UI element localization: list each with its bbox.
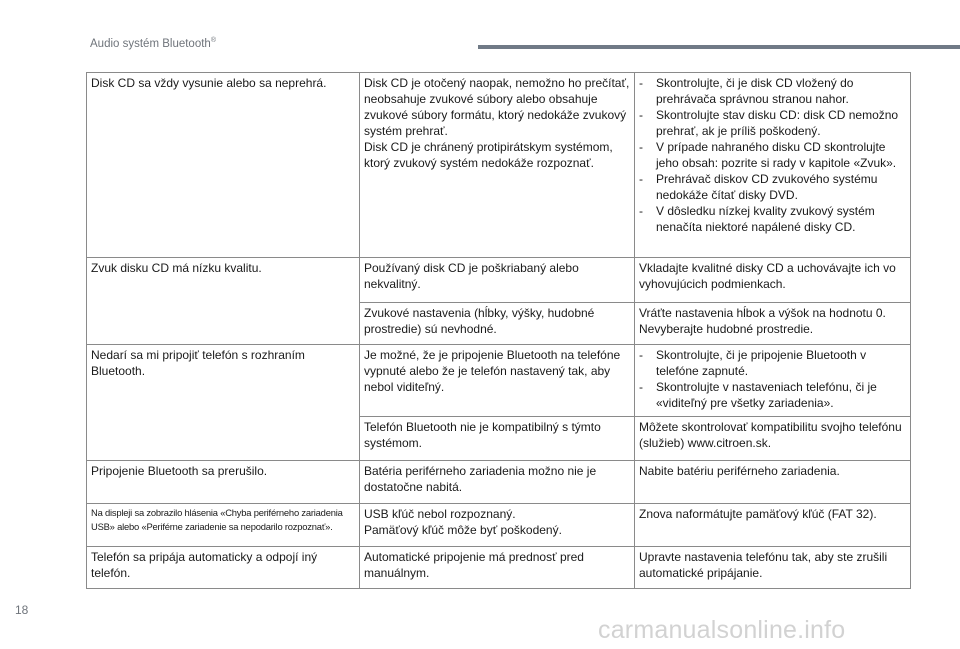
problem-cell bbox=[87, 345, 360, 461]
page-header bbox=[0, 0, 960, 60]
problem-text: Na displeji sa zobrazilo hlásenia «Chyba periférneho zariadenia USB» alebo «Periférne zariadenie sa nepodarilo rozpoznať». bbox=[91, 507, 343, 532]
table-row bbox=[87, 345, 911, 417]
page-number: 18 bbox=[15, 603, 29, 617]
problem-text: Zvuk disku CD má nízku kvalitu. bbox=[91, 261, 262, 275]
cause-text: Pamäťový kľúč môže byť poškodený. bbox=[364, 523, 562, 537]
watermark-text: carmanualsonline.info bbox=[598, 616, 846, 644]
cause-cell bbox=[360, 303, 635, 345]
cause-cell bbox=[360, 504, 635, 547]
solution-text: Nabite batériu periférneho zariadenia. bbox=[639, 464, 840, 478]
solution-list bbox=[639, 75, 906, 235]
problem-text: Telefón sa pripája automaticky a odpojí iný telefón. bbox=[91, 550, 318, 580]
solution-cell bbox=[635, 461, 911, 504]
solution-cell bbox=[635, 504, 911, 547]
table-row bbox=[87, 73, 911, 258]
cause-text: Batéria periférneho zariadenia možno nie je dostatočne nabitá. bbox=[364, 464, 597, 494]
solution-text: Vkladajte kvalitné disky CD a uchovávajte ich vo vyhovujúcich podmienkach. bbox=[639, 261, 896, 291]
solution-text: Znova naformátujte pamäťový kľúč (FAT 32). bbox=[639, 507, 877, 521]
cause-text: Disk CD je otočený naopak, nemožno ho prečítať, neobsahuje zvukové súbory alebo obsahuje zvukové súbory formátu, ktorý nedokáže zvukový systém prehrať. bbox=[364, 76, 630, 138]
solution-cell bbox=[635, 73, 911, 258]
cause-cell bbox=[360, 547, 635, 589]
solution-cell bbox=[635, 303, 911, 345]
header-rule bbox=[478, 45, 960, 49]
problem-cell bbox=[87, 461, 360, 504]
table-row bbox=[87, 461, 911, 504]
cause-text: Zvukové nastavenia (hĺbky, výšky, hudobné prostredie) sú nevhodné. bbox=[364, 306, 595, 336]
cause-text: Disk CD je chránený protipirátskym systémom, ktorý zvukový systém nedokáže rozpoznať. bbox=[364, 140, 613, 170]
cause-text: Je možné, že je pripojenie Bluetooth na telefóne vypnuté alebo že je telefón nastavený tak, aby nebol viditeľný. bbox=[364, 348, 621, 394]
problem-cell bbox=[87, 504, 360, 547]
problem-cell bbox=[87, 73, 360, 258]
list-item: - Skontrolujte, či je pripojenie Bluetooth v telefóne zapnuté. bbox=[639, 347, 906, 379]
section-title bbox=[90, 37, 216, 50]
problem-text: Pripojenie Bluetooth sa prerušilo. bbox=[91, 464, 268, 478]
problem-cell bbox=[87, 258, 360, 345]
list-item: - Skontrolujte, či je disk CD vložený do prehrávača správnou stranou nahor. bbox=[639, 75, 906, 107]
solution-text: Vráťte nastavenia hĺbok a výšok na hodnotu 0. Nevyberajte hudobné prostredie. bbox=[639, 306, 886, 336]
list-item: - Skontrolujte stav disku CD: disk CD nemožno prehrať, ak je príliš poškodený. bbox=[639, 107, 906, 139]
cause-text: Automatické pripojenie má prednosť pred manuálnym. bbox=[364, 550, 584, 580]
registered-mark: ® bbox=[210, 37, 216, 44]
solution-text: Upravte nastavenia telefónu tak, aby ste zrušili automatické pripájanie. bbox=[639, 550, 888, 580]
solution-cell bbox=[635, 547, 911, 589]
list-item: - Prehrávač diskov CD zvukového systému nedokáže čítať disky DVD. bbox=[639, 171, 906, 203]
cause-cell bbox=[360, 73, 635, 258]
solution-list bbox=[639, 347, 906, 411]
problem-text: Nedarí sa mi pripojiť telefón s rozhraním Bluetooth. bbox=[91, 348, 305, 378]
list-item: - V dôsledku nízkej kvality zvukový systém nenačíta niektoré napálené disky CD. bbox=[639, 203, 906, 235]
troubleshooting-table bbox=[86, 72, 911, 589]
list-item: - V prípade nahraného disku CD skontrolujte jeho obsah: pozrite si rady v kapitole «Zvuk». bbox=[639, 139, 906, 171]
cause-cell bbox=[360, 258, 635, 303]
cause-cell bbox=[360, 461, 635, 504]
cause-cell bbox=[360, 345, 635, 417]
list-item: - Skontrolujte v nastaveniach telefónu, či je «viditeľný pre všetky zariadenia». bbox=[639, 379, 906, 411]
solution-text: Môžete skontrolovať kompatibilitu svojho telefónu (služieb) www.citroen.sk. bbox=[639, 420, 902, 450]
cause-text: Telefón Bluetooth nie je kompatibilný s týmto systémom. bbox=[364, 420, 601, 450]
cause-text: Používaný disk CD je poškriabaný alebo nekvalitný. bbox=[364, 261, 579, 291]
cause-cell bbox=[360, 417, 635, 461]
table-row bbox=[87, 504, 911, 547]
solution-cell bbox=[635, 345, 911, 417]
problem-cell bbox=[87, 547, 360, 589]
section-title-text: Audio systém Bluetooth bbox=[90, 37, 211, 50]
problem-text: Disk CD sa vždy vysunie alebo sa neprehrá. bbox=[91, 76, 327, 90]
cause-text: USB kľúč nebol rozpoznaný. bbox=[364, 507, 516, 521]
solution-cell bbox=[635, 417, 911, 461]
solution-cell bbox=[635, 258, 911, 303]
table-row bbox=[87, 547, 911, 589]
table-row bbox=[87, 258, 911, 303]
